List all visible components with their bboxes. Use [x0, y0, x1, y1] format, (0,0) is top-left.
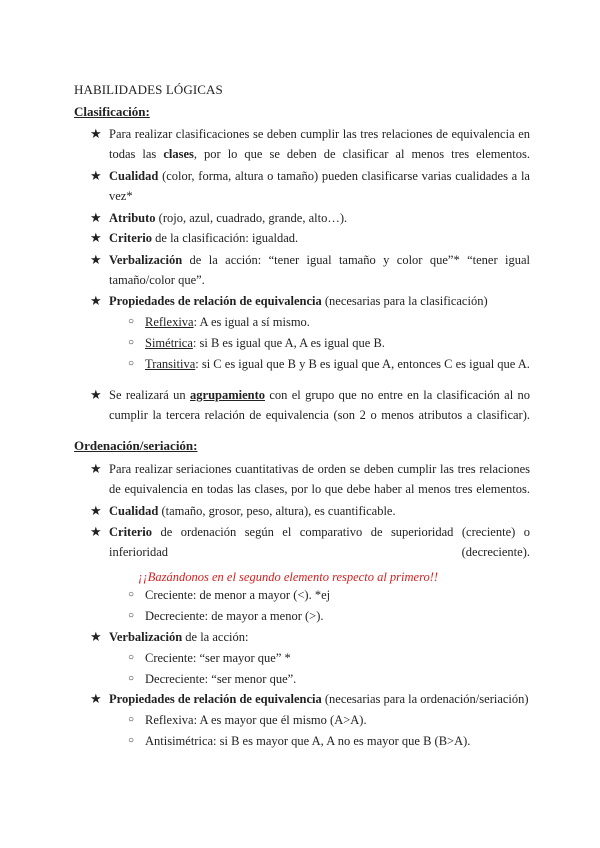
star-bullet-icon: ★	[90, 252, 102, 267]
star-bullet-icon: ★	[90, 691, 102, 706]
star-bullet-icon: ★	[90, 524, 102, 539]
bullet-clasificacion-4: ★ Criterio de la clasificación: igualdad.	[90, 228, 530, 248]
sub-item-antisimetrica: ○ Antisimétrica: si B es mayor que A, A no es mayor que B (B>A).	[128, 731, 470, 751]
bullet-ordenacion-1: ★ Para realizar seriaciones cuantitativas de orden se deben cumplir las tres relaciones de equivalencia en todas las clases, por lo que debe haber al menos tres elementos.	[90, 461, 530, 496]
section-heading-clasificacion: Clasificación:	[74, 104, 150, 119]
circle-bullet-icon: ○	[128, 652, 135, 663]
bullet-ordenacion-3: ★ Criterio de ordenación según el comparativo de superioridad (creciente) o inferioridad (decreciente).	[90, 524, 530, 559]
sub-item-reflexiva: ○ Reflexiva: A es igual a sí mismo.	[128, 312, 310, 332]
page-title: HABILIDADES LÓGICAS	[74, 82, 223, 97]
bullet-clasificacion-1: ★ Para realizar clasificaciones se deben cumplir las tres relaciones de equivalencia en todas las clases, por lo que se deben de clasificar al menos tres elementos.	[90, 126, 530, 161]
circle-bullet-icon: ○	[128, 316, 135, 327]
bullet-ordenacion-4: ★ Verbalización de la acción:	[90, 627, 530, 647]
sub-item-reflexiva-orden: ○ Reflexiva: A es mayor que él mismo (A>A).	[128, 710, 367, 730]
sub-item-verbal-creciente: ○ Creciente: “ser mayor que” *	[128, 648, 291, 668]
circle-bullet-icon: ○	[128, 589, 135, 600]
bullet-ordenacion-2: ★ Cualidad (tamaño, grosor, peso, altura), es cuantificable.	[90, 501, 530, 521]
sub-item-creciente: ○ Creciente: de menor a mayor (<). *ej	[128, 585, 330, 605]
sub-item-decreciente: ○ Decreciente: de mayor a menor (>).	[128, 606, 324, 626]
sub-item-simetrica: ○ Simétrica: si B es igual que A, A es igual que B.	[128, 333, 385, 353]
circle-bullet-icon: ○	[128, 714, 135, 725]
bullet-clasificacion-5: ★ Verbalización de la acción: “tener igual tamaño y color que”* “tener igual tamaño/color que”.	[90, 252, 530, 287]
bullet-clasificacion-2: ★ Cualidad (color, forma, altura o tamaño) pueden clasificarse varias cualidades a la vez*	[90, 168, 530, 203]
circle-bullet-icon: ○	[128, 610, 135, 621]
section-heading-ordenacion: Ordenación/seriación:	[74, 438, 198, 453]
star-bullet-icon: ★	[90, 230, 102, 245]
star-bullet-icon: ★	[90, 126, 102, 141]
bullet-ordenacion-5: ★ Propiedades de relación de equivalencia (necesarias para la ordenación/seriación)	[90, 689, 530, 709]
bullet-clasificacion-3: ★ Atributo (rojo, azul, cuadrado, grande, alto…).	[90, 208, 530, 228]
star-bullet-icon: ★	[90, 387, 102, 402]
sub-item-verbal-decreciente: ○ Decreciente: “ser menor que”.	[128, 669, 296, 689]
circle-bullet-icon: ○	[128, 337, 135, 348]
star-bullet-icon: ★	[90, 293, 102, 308]
star-bullet-icon: ★	[90, 629, 102, 644]
star-bullet-icon: ★	[90, 210, 102, 225]
circle-bullet-icon: ○	[128, 735, 135, 746]
sub-item-transitiva: ○ Transitiva: si C es igual que B y B es igual que A, entonces C es igual que A.	[128, 354, 530, 374]
circle-bullet-icon: ○	[128, 673, 135, 684]
bullet-agrupamiento: ★ Se realizará un agrupamiento con el grupo que no entre en la clasificación al no cumplir la tercera relación de equivalencia (son 2 o menos atributos a clasificar).	[90, 387, 530, 422]
circle-bullet-icon: ○	[128, 358, 135, 369]
star-bullet-icon: ★	[90, 168, 102, 183]
star-bullet-icon: ★	[90, 461, 102, 476]
bullet-clasificacion-6: ★ Propiedades de relación de equivalencia (necesarias para la clasificación)	[90, 291, 530, 311]
star-bullet-icon: ★	[90, 503, 102, 518]
note-segundo-elemento: ¡¡Bazándonos en el segundo elemento respecto al primero!!	[138, 570, 439, 584]
